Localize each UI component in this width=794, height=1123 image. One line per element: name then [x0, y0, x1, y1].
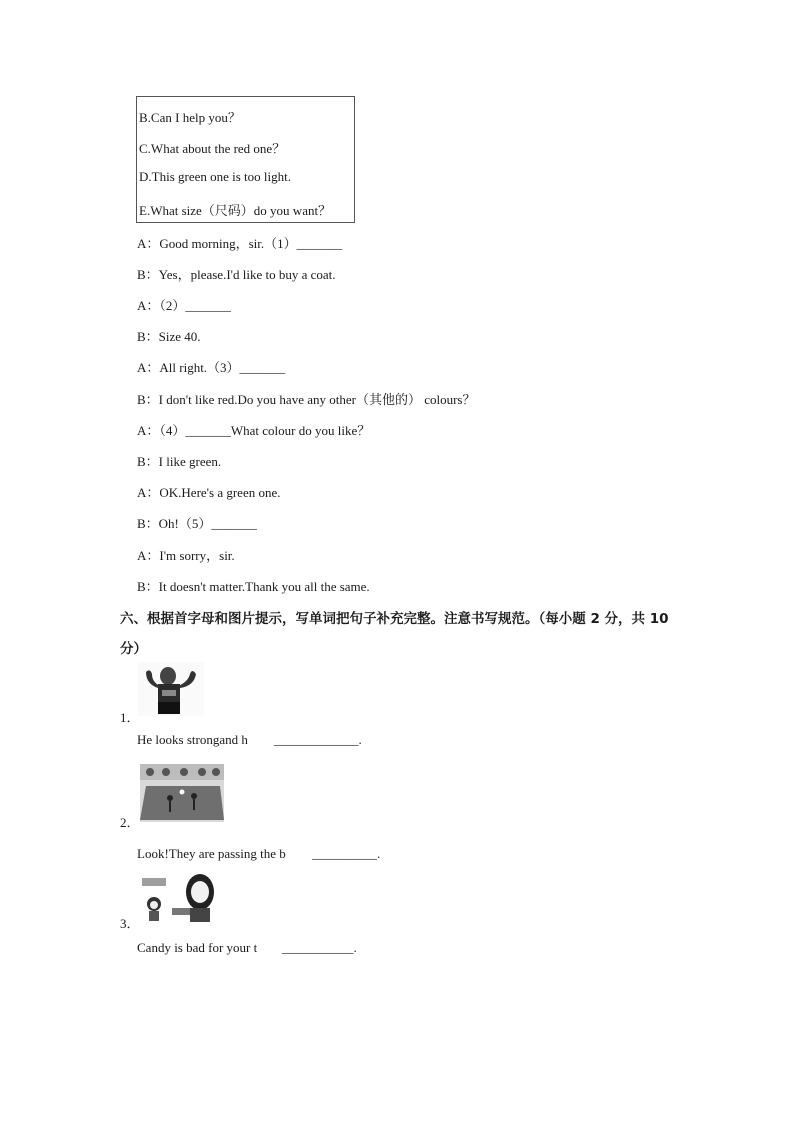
question-1-blank[interactable]: _____________. — [274, 732, 362, 747]
option-e: E.What size（尺码）do you want？ — [139, 203, 332, 218]
dialogue-line: A：I'm sorry，sir. — [137, 548, 235, 563]
section-heading: 六、根据首字母和图片提示，写单词把句子补充完整。注意书写规范。（每小题 2 分，共 10 — [120, 611, 669, 627]
question-2-sentence: Look!They are passing the b — [137, 846, 286, 861]
dialogue-line: A：（4）_______What colour do you like？ — [137, 423, 371, 438]
dialogue-line: A：Good morning，sir.（1）_______ — [137, 236, 343, 251]
dialogue-line: B：I don't like red.Do you have any other（其他的） colours？ — [137, 392, 476, 407]
strong-man-picture — [138, 662, 204, 716]
option-c: C.What about the red one？ — [139, 141, 286, 156]
section-heading-cont: 分） — [120, 641, 147, 657]
options-box — [136, 96, 355, 223]
dialogue-line: A：OK.Here's a green one. — [137, 485, 281, 500]
question-2-blank[interactable]: __________. — [312, 846, 381, 861]
option-d: D.This green one is too light. — [139, 169, 292, 184]
dialogue-line: A：All right.（3）_______ — [137, 360, 286, 375]
question-3-number: 3． — [120, 916, 140, 931]
dialogue-line: B：I like green. — [137, 454, 222, 469]
dialogue-line: B：Yes，please.I'd like to buy a coat. — [137, 267, 336, 282]
ball-game-picture — [140, 764, 224, 822]
dialogue-line: B：Oh!（5）_______ — [137, 516, 257, 531]
dialogue-line: B：Size 40. — [137, 329, 201, 344]
question-1-sentence: He looks strongand h — [137, 732, 248, 747]
girl-candy-picture — [140, 870, 222, 924]
question-1-number: 1． — [120, 710, 140, 725]
question-3-blank[interactable]: ___________. — [282, 940, 357, 955]
dialogue-line: A：（2）_______ — [137, 298, 231, 313]
question-3-sentence: Candy is bad for your t — [137, 940, 258, 955]
option-b: B.Can I help you？ — [139, 110, 241, 125]
dialogue-line: B：It doesn't matter.Thank you all the same. — [137, 579, 370, 594]
question-2-number: 2． — [120, 815, 140, 830]
